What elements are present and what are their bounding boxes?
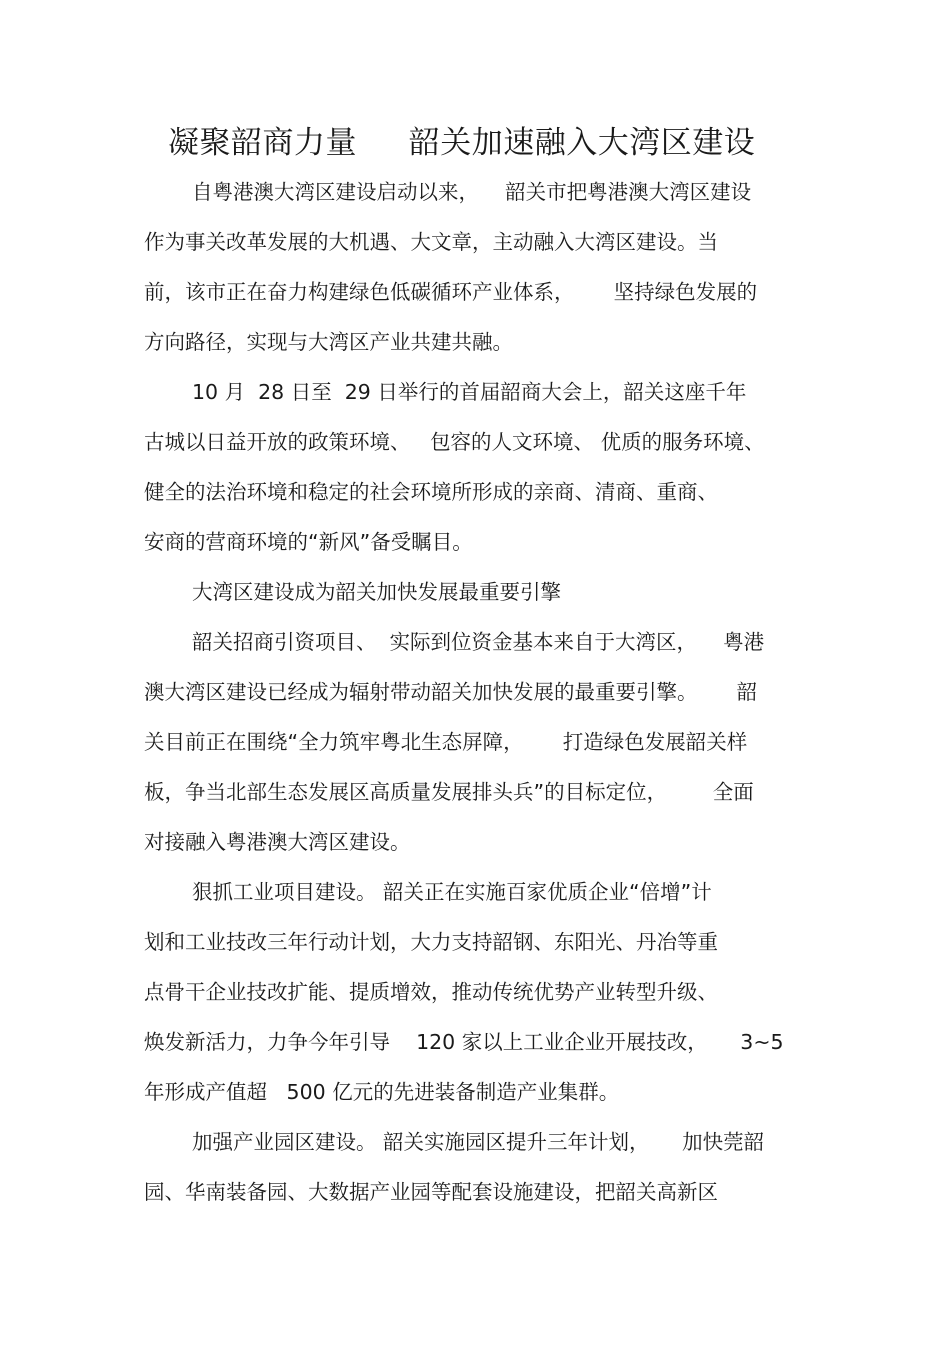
paragraph-4-line-2: 划和工业技改三年行动计划，大力支持韶钢、东阳光、丹冶等重	[144, 930, 718, 954]
paragraph-5-line-2: 园、华南装备园、大数据产业园等配套设施建设，把韶关高新区	[144, 1180, 718, 1204]
paragraph-3-line-5: 对接融入粤港澳大湾区建设。	[144, 830, 411, 854]
paragraph-3-line-1: 韶关招商引资项目、 实际到位资金基本来自于大湾区， 粤港	[192, 630, 765, 654]
section-heading: 大湾区建设成为韶关加快发展最重要引擎	[192, 580, 561, 604]
paragraph-1-line-4: 方向路径，实现与大湾区产业共建共融。	[144, 330, 513, 354]
paragraph-3-line-3: 关目前正在围绕“全力筑牢粤北生态屏障， 打造绿色发展韶关样	[144, 730, 748, 754]
paragraph-1-line-2: 作为事关改革发展的大机遇、大文章，主动融入大湾区建设。当	[144, 230, 718, 254]
paragraph-4-line-3: 点骨干企业技改扩能、提质增效，推动传统优势产业转型升级、	[144, 980, 718, 1004]
paragraph-5-line-1: 加强产业园区建设。 韶关实施园区提升三年计划， 加快莞韶	[192, 1130, 765, 1154]
document-title: 凝聚韶商力量 韶关加速融入大湾区建设	[168, 125, 756, 161]
paragraph-2-line-3: 健全的法治环境和稳定的社会环境所形成的亲商、清商、重商、	[144, 480, 718, 504]
paragraph-3-line-4: 板，争当北部生态发展区高质量发展排头兵”的目标定位， 全面	[144, 780, 754, 804]
paragraph-4-line-4: 焕发新活力，力争今年引导 120 家以上工业企业开展技改， 3~5	[144, 1030, 784, 1054]
paragraph-3-line-2: 澳大湾区建设已经成为辐射带动韶关加快发展的最重要引擎。 韶	[144, 680, 758, 704]
paragraph-4-line-5: 年形成产值超 500 亿元的先进装备制造产业集群。	[144, 1080, 620, 1104]
paragraph-1-line-3: 前，该市正在奋力构建绿色低碳循环产业体系， 坚持绿色发展的	[144, 280, 758, 304]
paragraph-2-line-4: 安商的营商环境的“新风”备受瞩目。	[144, 530, 473, 554]
paragraph-2-line-1: 10 月 28 日至 29 日举行的首届韶商大会上，韶关这座千年	[192, 380, 747, 404]
paragraph-2-line-2: 古城以日益开放的政策环境、 包容的人文环境、 优质的服务环境、	[144, 430, 765, 454]
paragraph-4-line-1: 狠抓工业项目建设。 韶关正在实施百家优质企业“倍增”计	[192, 880, 712, 904]
paragraph-1-line-1: 自粤港澳大湾区建设启动以来， 韶关市把粤港澳大湾区建设	[192, 180, 752, 204]
